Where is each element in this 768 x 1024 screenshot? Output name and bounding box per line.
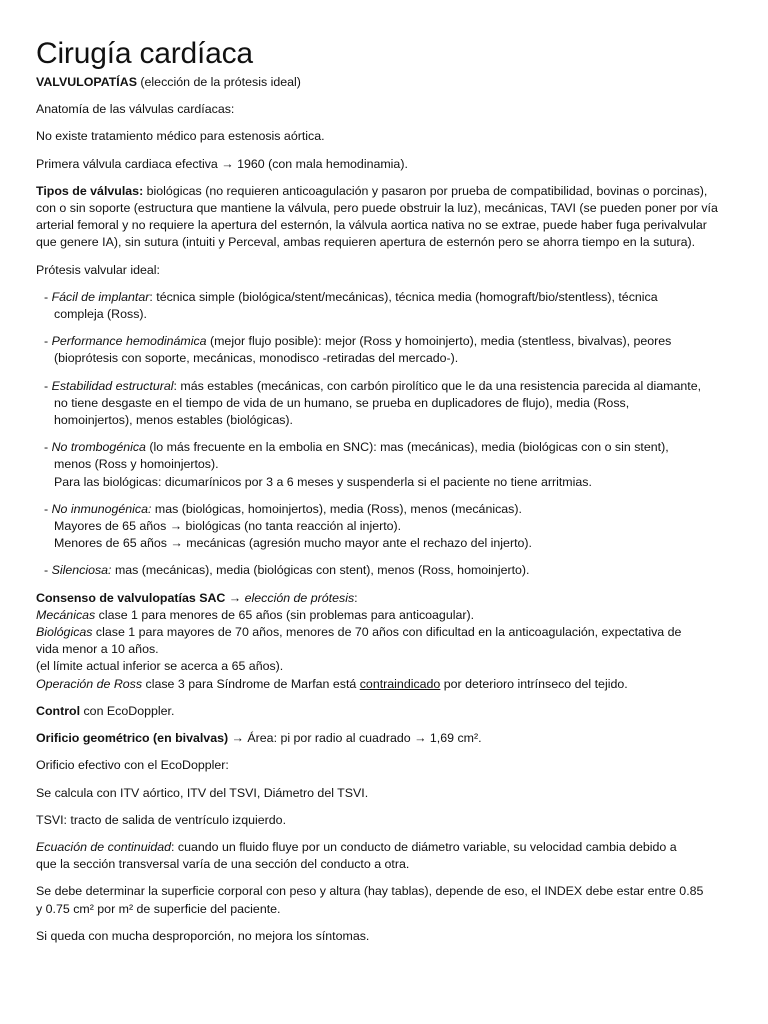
paragraph-anatomia: Anatomía de las válvulas cardíacas: [36,102,235,117]
list-item-facil: - Fácil de implantar: técnica simple (biológica/stent/mecánicas), técnica media (homograft/bio/stentless), técnica compleja (Ross). [44,289,658,322]
paragraph-orificio-efectivo: Orificio efectivo con el EcoDoppler: [36,758,229,773]
paragraph-consenso: Consenso de valvulopatías SAC → elección de prótesis: Mecánicas clase 1 para menores de 65 años (sin problemas para anticoagular). Biológicas clase 1 para mayores de 70 años, menores de 70 años con dificultad en la anticoagulación, expectativa de vida menor a 10 años. (el límite actual inferior se acerca a 65 años). Operación de Ross clase 3 para Síndrome de Marfan está contraindicado por deterioro intrínseco del tejido. [36,590,682,691]
paragraph-superficie: Se debe determinar la superficie corporal con peso y altura (hay tablas), depende de eso, el INDEX debe estar entre 0.85 y 0.75 cm² por m² de superficie del paciente. [36,884,704,916]
paragraph-ecuacion: Ecuación de continuidad: cuando un fluido fluye por un conducto de diámetro variable, su velocidad cambia debido a que la sección transversal varía de una sección del conducto a otra. [36,839,677,872]
list-item-estabilidad: - Estabilidad estructural: más estables (mecánicas, con carbón pirolítico que le da una resistencia parecida al diamante, no tiene desgaste en el tiempo de vida de un humano, se prueba en duplicadores de flujo), media (Ross, homoinjertos), menos estables (biológicas). [44,378,702,428]
paragraph-control: Control con EcoDoppler. [36,703,175,718]
list-item-trombogenica: - No trombogénica (lo más frecuente en la embolia en SNC): mas (mecánicas), media (biológicas con o sin stent), menos (Ross y homoinjertos). Para las biológicas: dicumarínicos por 3 a 6 meses y suspenderla si el paciente no tiene arritmias. [44,440,669,489]
section-heading-valvulopatias: VALVULOPATÍAS (elección de la prótesis ideal) [36,75,301,89]
list-item-performance: - Performance hemodinámica (mejor flujo posible): mejor (Ross y homoinjerto), media (stentless, bivalvas), peores (bioprótesis con soporte, mecánicas, monodisco -retiradas del mercado-). [44,334,672,366]
list-item-inmunogenica: - No inmunogénica: mas (biológicas, homoinjertos), media (Ross), menos (mecánicas). Mayores de 65 años → biológicas (no tanta reacción al injerto). Menores de 65 años → mecánicas (agresión mucho mayor ante el rechazo del injerto). [44,501,532,551]
list-item-silenciosa: - Silenciosa: mas (mecánicas), media (biológicas con stent), menos (Ross, homoinjerto). [44,563,530,578]
paragraph-no-existe: No existe tratamiento médico para estenosis aórtica. [36,129,325,144]
page-title: Cirugía cardíaca [36,37,253,70]
paragraph-tipos-valvulas: Tipos de válvulas: biológicas (no requieren anticoagulación y pasaron por prueba de compatibilidad, bovinas o porcinas), con o sin soporte (estructura que mantiene la válvula, pero puede obstruir la luz), mecánicas, TAVI (se pueden poner por vía arterial femoral y no requiere la apertura del esternón, la válvula aortica nativa no se extrae, puede haber fuga perivalvular que genere IA), sin sutura (intuiti y Perceval, ambas requieren apertura de esternón pero se ahorra tiempo en la sutura). [36,183,718,250]
paragraph-tsvi: TSVI: tracto de salida de ventrículo izquierdo. [36,812,287,827]
paragraph-orificio-geometrico: Orificio geométrico (en bivalvas) → Área: pi por radio al cuadrado → 1,69 cm². [36,731,482,746]
paragraph-se-calcula: Se calcula con ITV aórtico, ITV del TSVI, Diámetro del TSVI. [36,785,369,800]
heading-protesis-ideal: Prótesis valvular ideal: [36,262,160,277]
paragraph-primera-valvula: Primera válvula cardiaca efectiva → 1960 (con mala hemodinamia). [36,156,408,171]
paragraph-si-queda: Si queda con mucha desproporción, no mejora los síntomas. [36,928,370,943]
